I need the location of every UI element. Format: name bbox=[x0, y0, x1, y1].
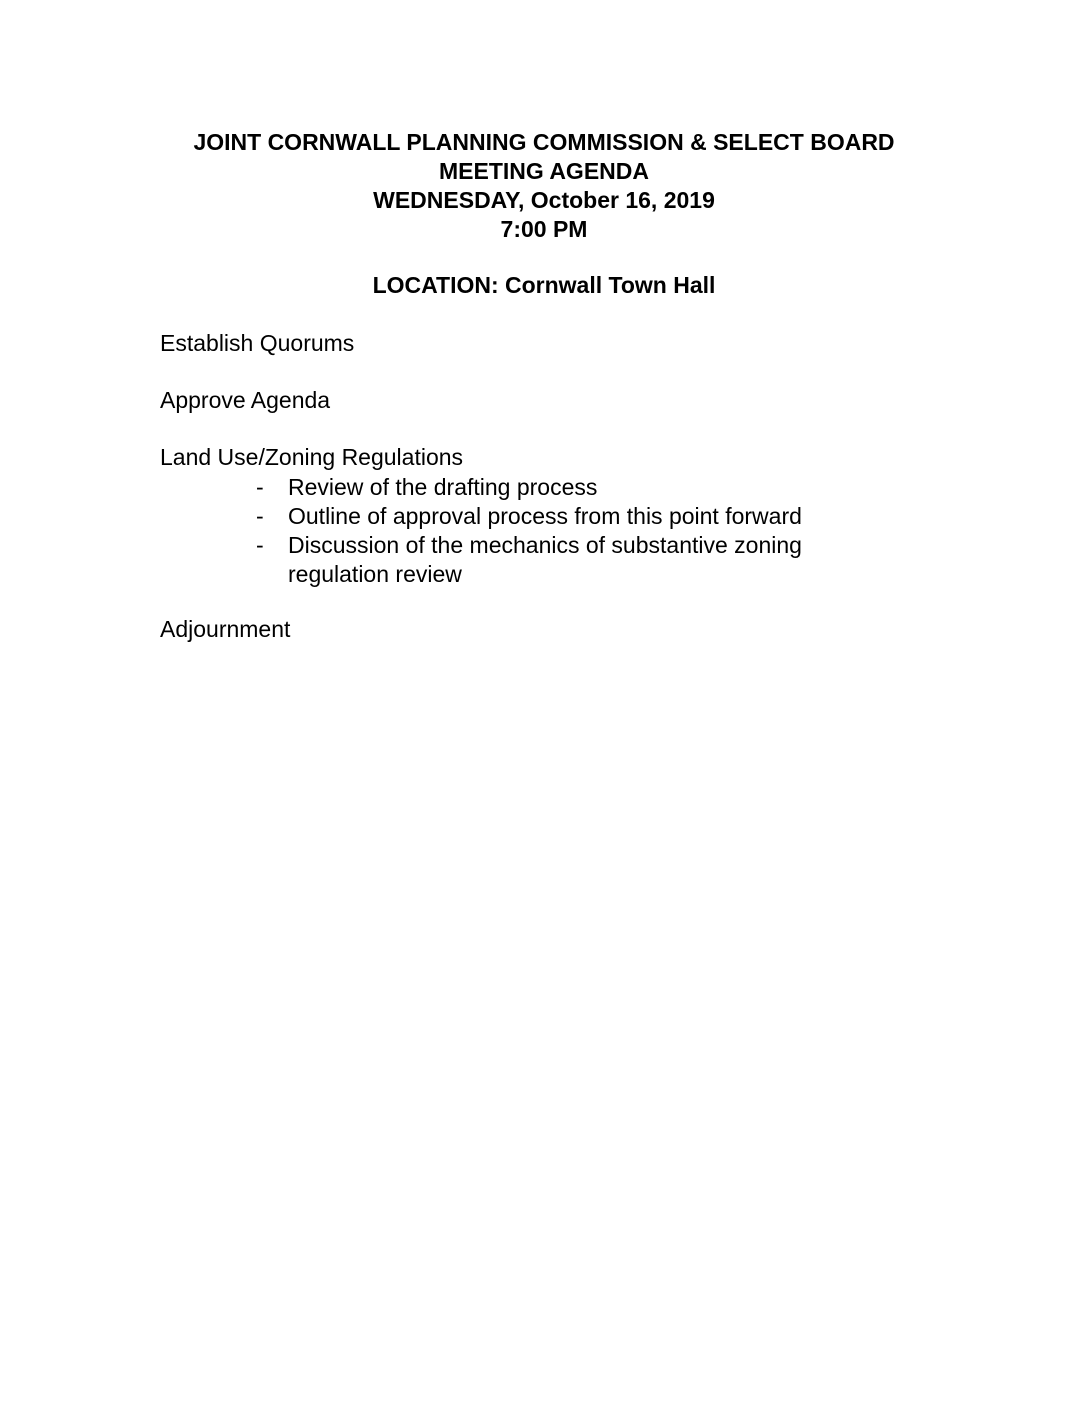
sublist-item-text: Discussion of the mechanics of substantive zoning regulation review bbox=[288, 532, 802, 587]
land-use-sublist bbox=[256, 473, 896, 589]
agenda-header bbox=[0, 128, 1088, 244]
meeting-location: LOCATION: Cornwall Town Hall bbox=[372, 272, 716, 298]
sublist-item-text: Outline of approval process from this point forward bbox=[288, 503, 802, 529]
header-title: JOINT CORNWALL PLANNING COMMISSION & SELECT BOARD bbox=[193, 129, 895, 155]
meeting-time: 7:00 PM bbox=[500, 216, 588, 242]
sublist-item bbox=[256, 473, 896, 502]
agenda-item-land-use: Land Use/Zoning Regulations bbox=[160, 444, 464, 470]
agenda-item-establish-quorums: Establish Quorums bbox=[160, 330, 355, 356]
meeting-date: WEDNESDAY, October 16, 2019 bbox=[373, 187, 715, 213]
agenda-item-adjournment: Adjournment bbox=[160, 616, 291, 642]
sublist-item-text: Review of the drafting process bbox=[288, 474, 598, 500]
header-subtitle: MEETING AGENDA bbox=[439, 158, 649, 184]
dash-bullet: - bbox=[256, 532, 264, 558]
sublist-item bbox=[256, 531, 888, 589]
sublist-item bbox=[256, 502, 896, 531]
agenda-item-approve-agenda: Approve Agenda bbox=[160, 387, 331, 413]
dash-bullet: - bbox=[256, 503, 264, 529]
dash-bullet: - bbox=[256, 474, 264, 500]
